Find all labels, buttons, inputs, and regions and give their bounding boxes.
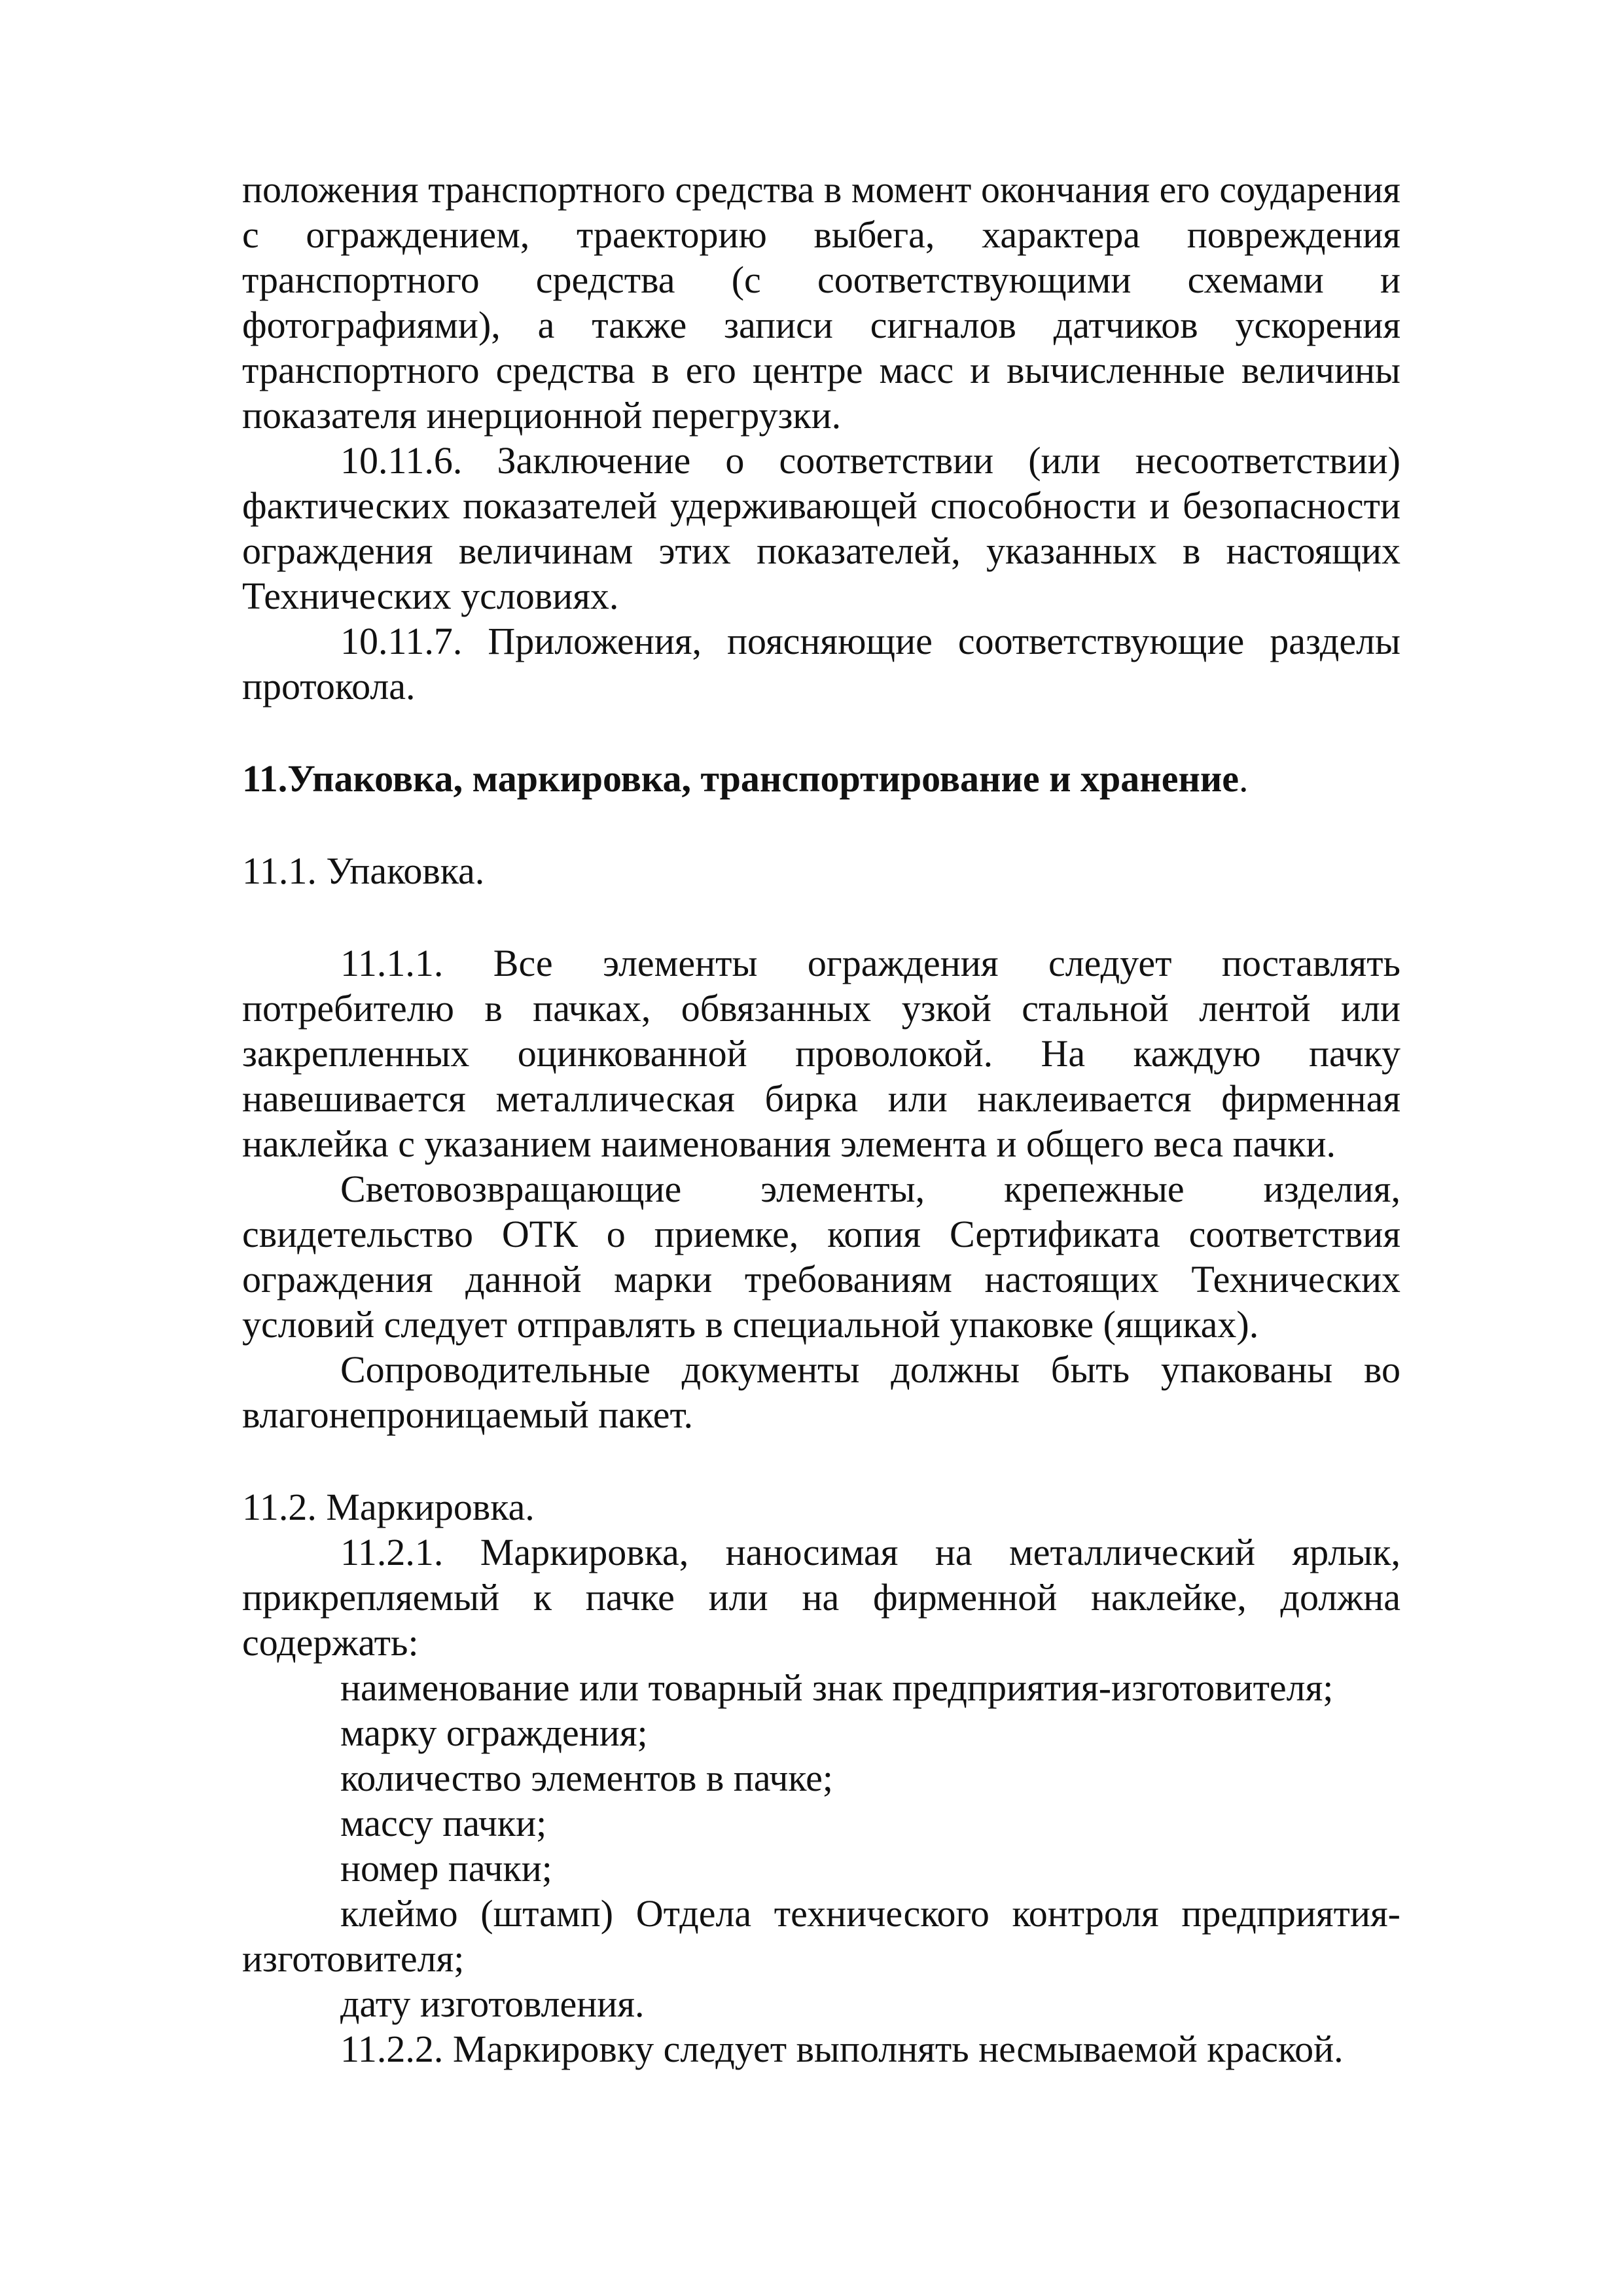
marking-list-item-date: дату изготовления. (340, 1982, 645, 2025)
marking-list-item-stamp: клеймо (штамп) Отдела технического контроля предприятия-изготовителя; (242, 1892, 1400, 1980)
marking-list-item: номер пачки; (340, 1847, 552, 1890)
section-heading-11-dot: . (1239, 757, 1249, 800)
paragraph-11-2-2: 11.2.2. Маркировку следует выполнять несмываемой краской. (340, 2028, 1344, 2070)
paragraph-11-1-1: 11.1.1. Все элементы ограждения следует поставлять потребителю в пачках, обвязанных узкой стальной лентой или закрепленных оцинкованной проволокой. На каждую пачку навешивается металлическая бирка или наклеивается фирменная наклейка с указанием наименования элемента и общего веса пачки. (242, 942, 1400, 1165)
paragraph-accessories-packing: Световозвращающие элементы, крепежные изделия, свидетельство ОТК о приемке, копия Сертификата соответствия ограждения данной марки требованиям настоящих Технических условий следует отправлять в специальной упаковке (ящиках). (242, 1168, 1400, 1346)
document-body (242, 167, 1400, 2072)
paragraph-10-11-6: 10.11.6. Заключение о соответствии (или несоответствии) фактических показателей удерживающей способности и безопасности ограждения величинам этих показателей, указанных в настоящих Технических условиях. (242, 439, 1400, 617)
paragraph-test-report-continuation: положения транспортного средства в момент окончания его соударения с ограждением, траекторию выбега, характера повреждения транспортного средства (с соответствующими схемами и фотографиями), а также записи сигналов датчиков ускорения транспортного средства в его центре масс и вычисленные величины показателя инерционной перегрузки. (242, 168, 1400, 437)
paragraph-10-11-7: 10.11.7. Приложения, поясняющие соответствующие разделы протокола. (242, 620, 1400, 708)
marking-list-item: наименование или товарный знак предприятия-изготовителя; (340, 1666, 1334, 1709)
marking-list-item: марку ограждения; (340, 1712, 648, 1754)
marking-list-item: массу пачки; (340, 1802, 547, 1844)
paragraph-documents-packing: Сопроводительные документы должны быть упакованы во влагонепроницаемый пакет. (242, 1348, 1400, 1436)
section-heading-11 (242, 756, 1400, 801)
paragraph-11-2-1: 11.2.1. Маркировка, наносимая на металлический ярлык, прикрепляемый к пачке или на фирменной наклейке, должна содержать: (242, 1531, 1400, 1664)
subsection-heading-11-2: 11.2. Маркировка. (242, 1486, 535, 1528)
section-heading-11-text: 11.Упаковка, маркировка, транспортирование и хранение (242, 757, 1240, 800)
subsection-heading-11-1: 11.1. Упаковка. (242, 850, 485, 892)
marking-list-item: количество элементов в пачке; (340, 1757, 833, 1799)
